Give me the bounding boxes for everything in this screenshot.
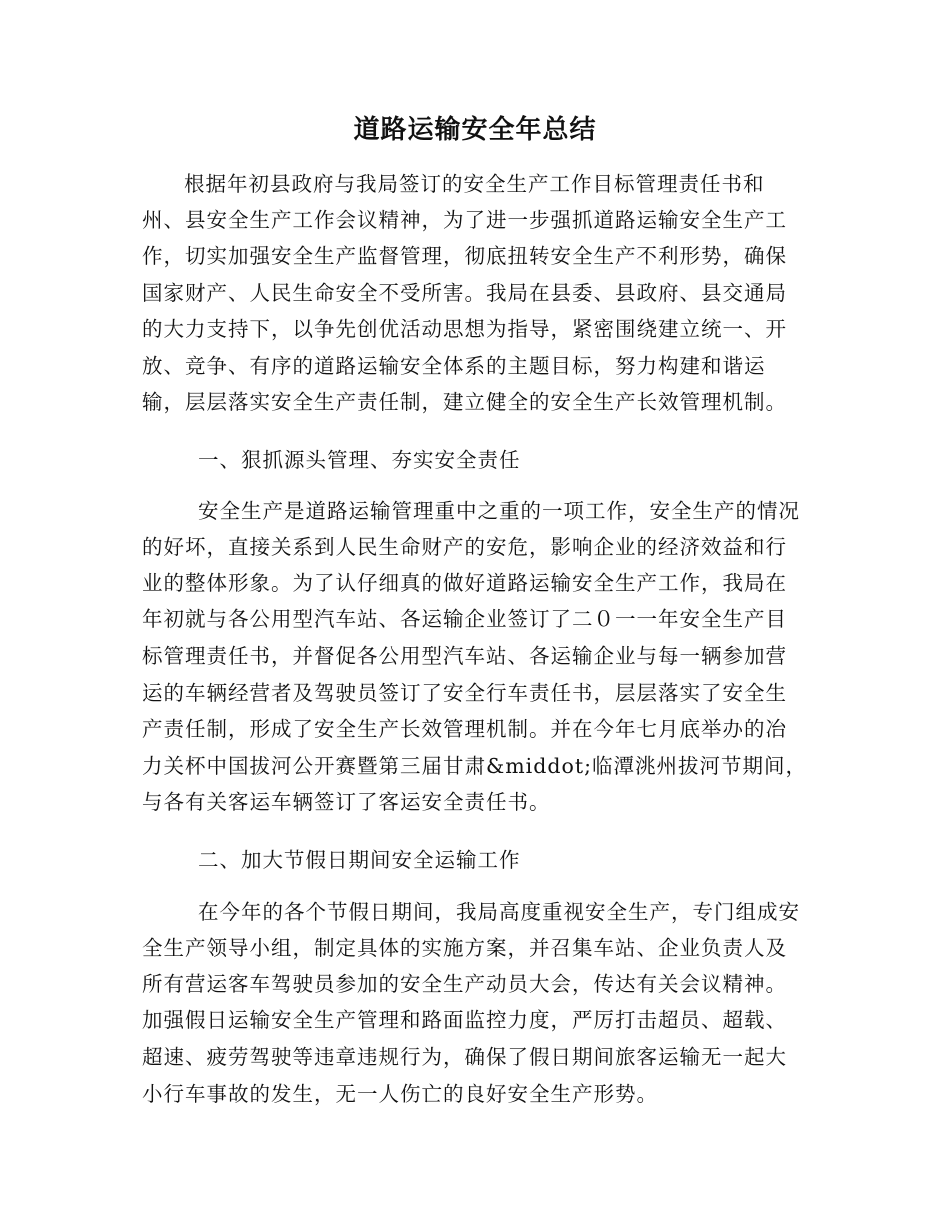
document-title: 道路运输安全年总结 [353,115,597,145]
paragraph-1-line: 的大力支持下，以争先创优活动思想为指导，紧密围绕建立统一、开 [142,317,787,341]
paragraph-2-line: 标管理责任书，并督促各公用型汽车站、各运输企业与每一辆参加营 [142,644,787,668]
paragraph-2-line: 力关杯中国拔河公开赛暨第三届甘肃&middot;临潭洮州拔河节期间， [142,754,807,778]
paragraph-2-line: 年初就与各公用型汽车站、各运输企业签订了二０一一年安全生产目 [142,607,787,631]
paragraph-2-line: 安全生产是道路运输管理重中之重的一项工作，安全生产的情况 [198,499,800,523]
paragraph-1-line: 放、竞争、有序的道路运输安全体系的主题目标，努力构建和谐运 [142,354,766,378]
paragraph-3-line: 小行车事故的发生，无一人伤亡的良好安全生产形势。 [142,1082,658,1106]
paragraph-3-line: 超速、疲劳驾驶等违章违规行为，确保了假日期间旅客运输无一起大 [142,1045,787,1069]
paragraph-1-line: 输，层层落实安全生产责任制，建立健全的安全生产长效管理机制。 [142,390,787,414]
paragraph-2-line: 产责任制，形成了安全生产长效管理机制。并在今年七月底举办的冶 [142,717,787,741]
paragraph-1-line: 国家财产、人民生命安全不受所害。我局在县委、县政府、县交通局 [142,281,787,305]
paragraph-2-line: 的好坏，直接关系到人民生命财产的安危，影响企业的经济效益和行 [142,535,787,559]
paragraph-3-line: 在今年的各个节假日期间，我局高度重视安全生产，专门组成安 [198,900,800,924]
section-heading-1: 一、狠抓源头管理、夯实安全责任 [198,448,521,472]
paragraph-3-line: 加强假日运输安全生产管理和路面监控力度，严厉打击超员、超载、 [142,1008,787,1032]
section-heading-2: 二、加大节假日期间安全运输工作 [198,848,521,872]
paragraph-2-line: 业的整体形象。为了认仔细真的做好道路运输安全生产工作，我局在 [142,571,787,595]
paragraph-2-line: 运的车辆经营者及驾驶员签订了安全行车责任书，层层落实了安全生 [142,681,787,705]
paragraph-1-line: 州、县安全生产工作会议精神，为了进一步强抓道路运输安全生产工 [142,208,787,232]
paragraph-3-line: 所有营运客车驾驶员参加的安全生产动员大会，传达有关会议精神。 [142,972,787,996]
paragraph-3-line: 全生产领导小组，制定具体的实施方案，并召集车站、企业负责人及 [142,936,787,960]
paragraph-2-line: 与各有关客运车辆签订了客运安全责任书。 [142,790,551,814]
paragraph-1-line: 根据年初县政府与我局签订的安全生产工作目标管理责任书和 [184,172,765,196]
paragraph-1-line: 作，切实加强安全生产监督管理，彻底扭转安全生产不利形势，确保 [142,244,787,268]
